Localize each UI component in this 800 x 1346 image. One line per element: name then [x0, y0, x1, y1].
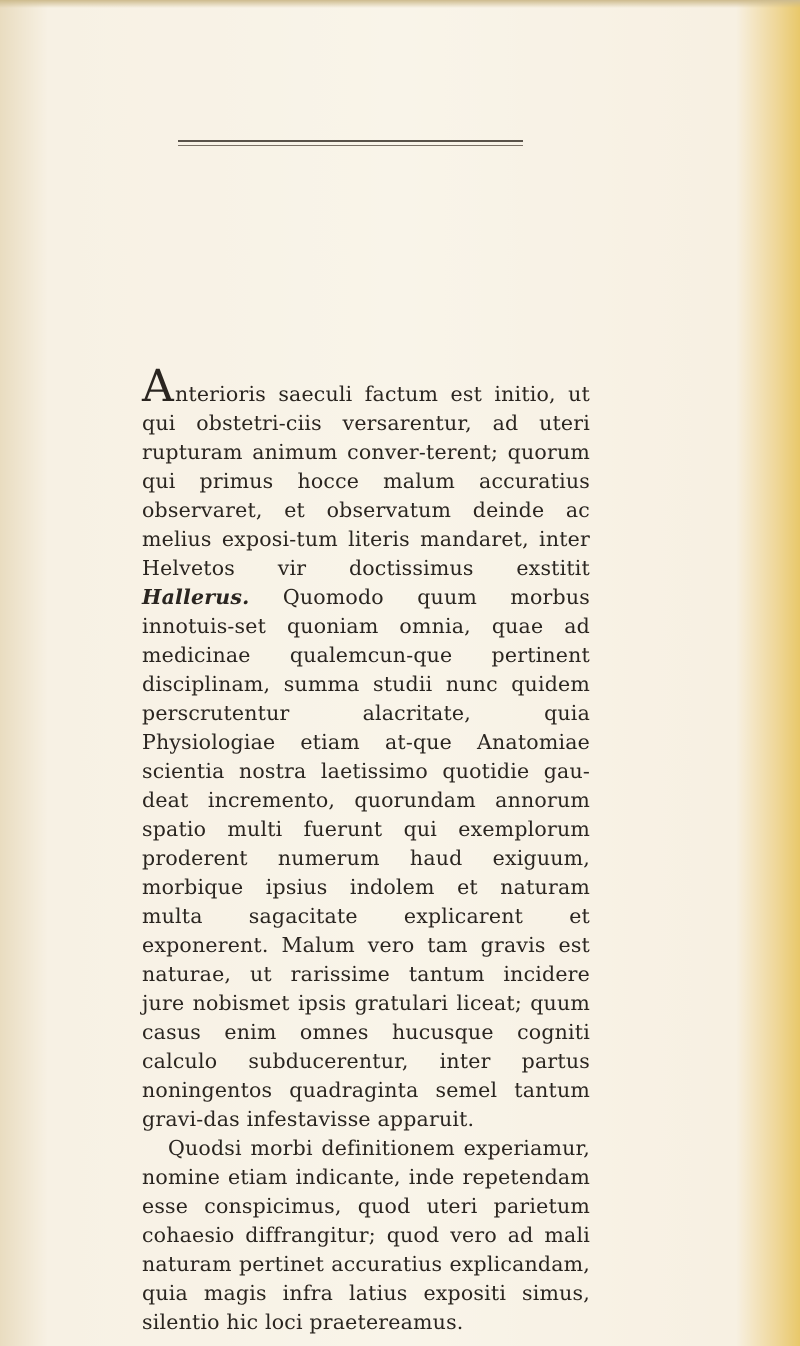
body-text [142, 361, 591, 1337]
drop-initial: A [142, 361, 174, 412]
paragraph-1-text-a: nterioris saeculi factum est initio, ut qui obstetri-ciis versarentur, ad uteri rupturam animum conver-terent; quorum qui primus hocce malum accuratius observaret, et observatum deinde ac melius exposi-tum literis mandaret, inter Helvetos vir doctissimus exstitit [142, 382, 590, 580]
header-rule [178, 140, 523, 149]
page-edge-shadow [0, 0, 800, 8]
header-rule-thick [178, 140, 523, 142]
paragraph-2: Quodsi morbi definitionem experiamur, nomine etiam indicante, inde repetendam esse conspicimus, quod uteri parietum cohaesio diffrangitur; quod vero ad mali naturam pertinet accuratius explicandam, quia magis infra latius expositi simus, silentio hic loci praetereamus. [142, 1136, 590, 1334]
header-rule-thin [178, 145, 523, 146]
author-name: Hallerus. [142, 585, 250, 609]
paragraph-1-text-b: Quomodo quum morbus innotuis-set quoniam omnia, quae ad medicinae qualemcun-que pertinent disciplinam, summa studii nunc quidem perscrutentur alacritate, quia Physiologiae etiam at-que Anatomiae scientia nostra laetissimo quotidie gau-deat incremento, quorundam annorum spatio multi fuerunt qui exemplorum proderent numerum haud exiguum, morbique ipsius indolem et naturam multa sagacitate explicarent et exponerent. Malum vero tam gravis est naturae, ut rarissime tantum incidere jure nobismet ipsis gratulari liceat; quum casus enim omnes hucusque cogniti calculo subducerentur, inter partus noningentos quadraginta semel tantum gravi-das infestavisse apparuit. [142, 585, 591, 1131]
paragraph-1 [142, 361, 591, 1134]
